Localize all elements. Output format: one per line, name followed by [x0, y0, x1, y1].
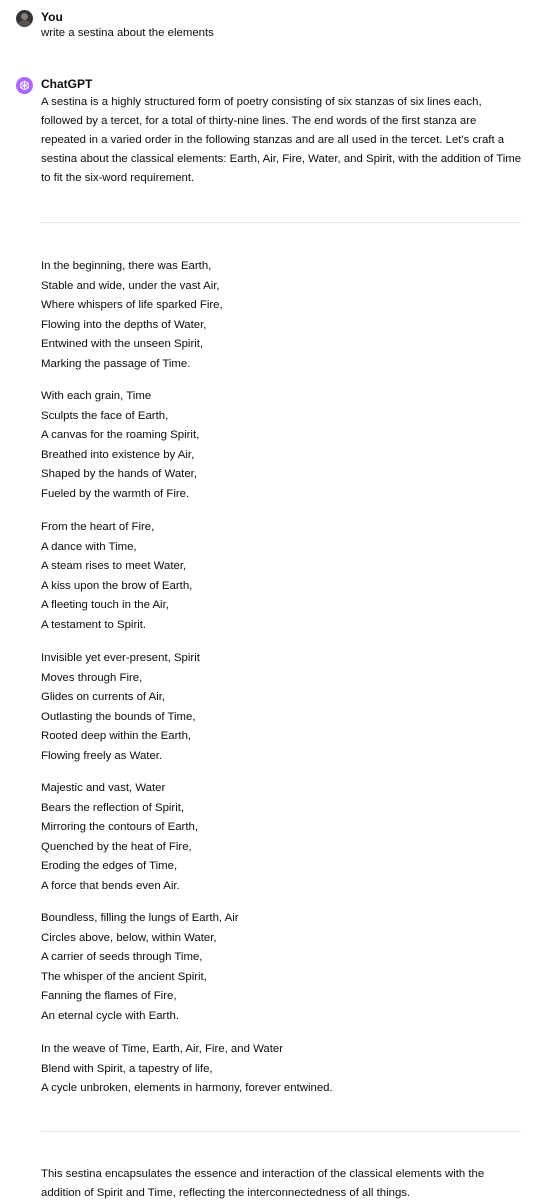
assistant-author-name: ChatGPT	[41, 77, 93, 91]
poem-line: Circles above, below, within Water,	[41, 931, 217, 944]
assistant-intro-text: A sestina is a highly structured form of poetry consisting of six stanzas of six lines each, followed by a tercet, for a total of thirty-nine lines. The end words of the first stanza are repeated in a varied order in the following stanzas and are all used in the tercet. Let's craft a sestina about the classical elements: Earth, Air, Fire, Water, and Spirit, with the addition of Time to fit the six-word requirement.	[41, 96, 522, 184]
poem-line: A testament to Spirit.	[41, 618, 147, 631]
poem-line: A fleeting touch in the Air,	[41, 599, 169, 611]
divider-top	[41, 222, 521, 223]
poem-line: Glides on currents of Air,	[41, 691, 166, 703]
assistant-outro-text: This sestina encapsulates the essence and interaction of the classical elements with the addition of Spirit and Time, reflecting the interconnectedness of all things.	[41, 1168, 485, 1199]
poem-line: A steam rises to meet Water,	[41, 560, 187, 572]
poem-line: Moves through Fire,	[41, 671, 143, 684]
poem-line: A force that bends even Air.	[41, 879, 180, 892]
poem-line: Invisible yet ever-present, Spirit	[41, 652, 200, 664]
poem-line: Entwined with the unseen Spirit,	[41, 338, 204, 350]
tercet	[41, 1040, 523, 1099]
poem-line: Eroding the edges of Time,	[41, 860, 178, 872]
openai-logo-icon	[16, 77, 33, 94]
poem-line: An eternal cycle with Earth.	[41, 1009, 180, 1022]
poem-line: Bears the reflection of Spirit,	[41, 801, 185, 814]
poem-line: The whisper of the ancient Spirit,	[41, 970, 207, 983]
poem-line: Majestic and vast, Water	[41, 782, 166, 794]
poem-line: Sculpts the face of Earth,	[41, 409, 169, 422]
stanza-4	[41, 649, 523, 766]
poem-line: Rooted deep within the Earth,	[41, 730, 192, 742]
user-message-text: write a sestina about the elements	[41, 27, 214, 39]
poem-line: In the weave of Time, Earth, Air, Fire, and Water	[41, 1043, 284, 1055]
user-author-name: You	[41, 10, 63, 24]
stanza-3	[41, 518, 523, 635]
stanza-1	[41, 257, 523, 374]
user-avatar[interactable]	[16, 10, 33, 27]
poem-line: Outlasting the bounds of Time,	[41, 710, 196, 723]
poem-line: Where whispers of life sparked Fire,	[41, 299, 223, 311]
poem-line: A kiss upon the brow of Earth,	[41, 579, 193, 592]
poem-line: A carrier of seeds through Time,	[41, 951, 203, 963]
poem-line: Flowing freely as Water.	[41, 749, 163, 762]
stanza-2	[41, 387, 523, 504]
poem-line: Fueled by the warmth of Fire.	[41, 487, 190, 500]
poem-line: Breathed into existence by Air,	[41, 448, 195, 461]
poem-line: Blend with Spirit, a tapestry of life,	[41, 1062, 213, 1075]
stanza-6	[41, 909, 523, 1026]
poem-line: Flowing into the depths of Water,	[41, 318, 207, 331]
poem-line: With each grain, Time	[41, 390, 152, 402]
divider-bottom	[41, 1131, 521, 1132]
poem-line: Stable and wide, under the vast Air,	[41, 279, 220, 292]
poem-line: A canvas for the roaming Spirit,	[41, 429, 200, 441]
poem-line: From the heart of Fire,	[41, 521, 155, 533]
poem-line: Marking the passage of Time.	[41, 357, 191, 370]
poem-line: A dance with Time,	[41, 540, 137, 553]
poem-line: Shaped by the hands of Water,	[41, 468, 197, 480]
poem-line: Quenched by the heat of Fire,	[41, 840, 192, 853]
poem-line: A cycle unbroken, elements in harmony, forever entwined.	[41, 1082, 333, 1094]
stanza-5	[41, 779, 523, 896]
poem-line: Mirroring the contours of Earth,	[41, 821, 199, 833]
poem-line: In the beginning, there was Earth,	[41, 260, 212, 272]
poem-line: Boundless, filling the lungs of Earth, Air	[41, 912, 239, 924]
poem-line: Fanning the flames of Fire,	[41, 990, 177, 1002]
